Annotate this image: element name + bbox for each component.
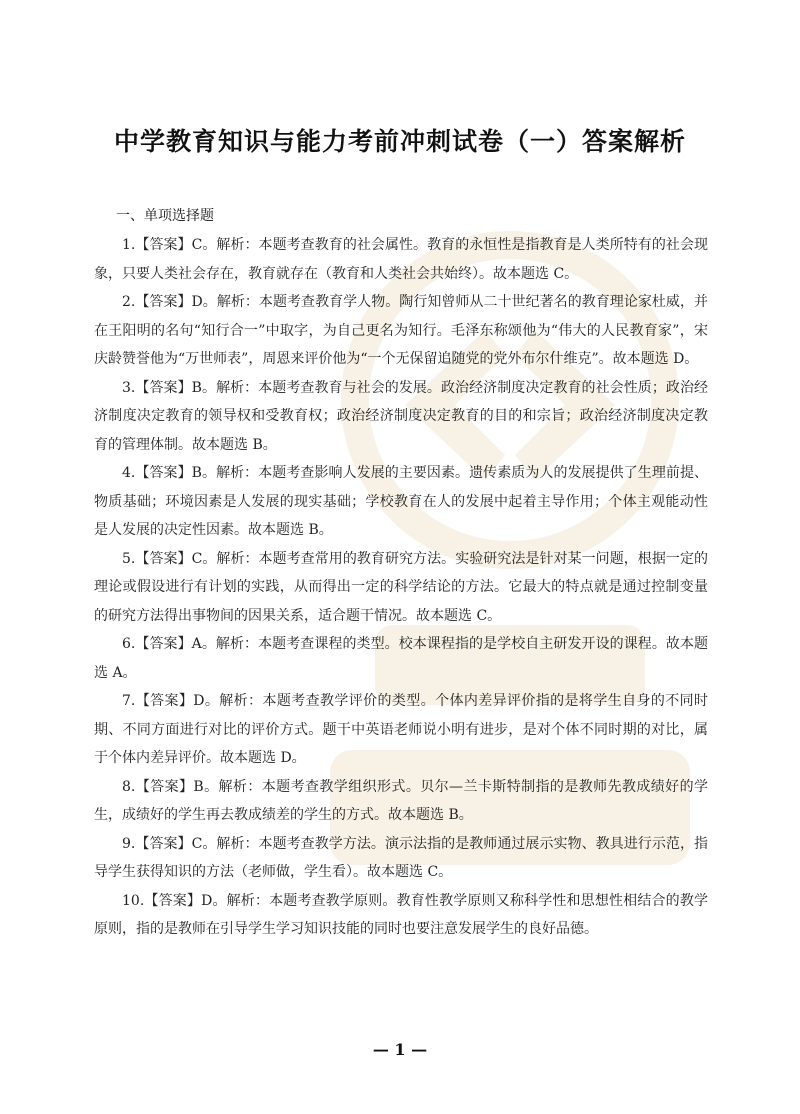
- page-number: — 1 —: [372, 1040, 428, 1059]
- question-number: 4.: [122, 465, 136, 481]
- section-heading: 一、单项选择题: [116, 208, 214, 224]
- question-number: 5.: [122, 550, 136, 567]
- answer-explanation: 。解析：本题考查教学原则。教育性教学原则又称科学性和思想性相结合的教学原则，指的是教师在引导学生学习知识技能的同时也要注意发展学生的良好品德。: [94, 892, 708, 937]
- answer-choice: D: [191, 294, 203, 310]
- answer-paragraph-6: [94, 630, 708, 687]
- answer-label: 【答案】: [135, 379, 192, 396]
- answer-label: 【答案】: [135, 778, 194, 795]
- answer-choice: D: [201, 892, 213, 909]
- answer-explanation: 。解析：本题考查教育与社会的发展。政治经济制度决定教育的社会性质；政治经济制度决定教育的领导权和受教育权；政治经济制度决定教育的目的和宗旨；政治经济制度决定教育的管理体制。故本题选 B。: [94, 379, 709, 453]
- question-number: 8.: [122, 778, 136, 795]
- question-number: 9.: [122, 835, 136, 852]
- answer-paragraph-7: [94, 687, 708, 773]
- answer-paragraph-9: [94, 830, 708, 887]
- answer-explanation: 。解析：本题考查教学评价的类型。个体内差异评价指的是将学生自身的不同时期、不同方面进行对比的评价方式。题干中英语老师说小明有进步，是对个体不同时期的对比，属于个体内差异评价。故本题选 D。: [94, 693, 709, 766]
- answer-choice: B: [191, 465, 202, 481]
- answer-paragraph-1: [94, 231, 708, 288]
- question-number: 6.: [122, 636, 136, 652]
- answer-paragraph-5: [94, 545, 708, 631]
- answer-paragraph-4: [94, 459, 708, 545]
- answer-choice: D: [193, 693, 205, 709]
- answer-explanation: 。解析：本题考查常用的教育研究方法。实验研究法是针对某一问题，根据一定的理论或假设进行有计划的实践，从而得出一定的科学结论的方法。它最大的特点就是通过控制变量的研究方法得出事物间的因果关系，适合题干情况。故本题选 C。: [94, 550, 708, 624]
- document-content: [94, 206, 708, 944]
- answer-paragraph-3: [94, 374, 708, 460]
- question-number: 1.: [122, 237, 136, 253]
- answer-paragraph-2: [94, 288, 708, 374]
- answer-explanation: 。解析：本题考查教育的社会属性。教育的永恒性是指教育是人类所特有的社会现象，只要人类社会存在，教育就存在（教育和人类社会共始终）。故本题选 C。: [94, 237, 708, 282]
- answer-paragraph-8: [94, 773, 708, 830]
- answer-label: 【答案】: [135, 693, 194, 709]
- answer-choice: B: [193, 778, 204, 795]
- answer-explanation: 。解析：本题考查教育学人物。陶行知曾师从二十世纪著名的教育理论家杜威，并在王阳明的名句“知行合一”中取字，为自己更名为知行。毛泽东称颂他为“伟大的人民教育家”，宋庆龄赞誉他为“万世师表”，周恩来评价他为“一个无保留追随党的党外布尔什维克”。故本题选 D。: [94, 294, 708, 367]
- answer-explanation: 。解析：本题考查影响人发展的主要因素。遗传素质为人的发展提供了生理前提、物质基础；环境因素是人发展的现实基础；学校教育在人的发展中起着主导作用；个体主观能动性是人发展的决定性因素。故本题选 B。: [94, 465, 709, 538]
- answer-label: 【答案】: [135, 237, 192, 253]
- answer-label: 【答案】: [135, 294, 192, 310]
- answer-choice: C: [191, 835, 203, 852]
- question-number: 2.: [122, 294, 136, 310]
- answer-choice: A: [191, 636, 202, 652]
- answer-label: 【答案】: [135, 636, 192, 652]
- document-title: 中学教育知识与能力考前冲刺试卷（一）答案解析: [113, 127, 686, 156]
- answer-choice: C: [191, 237, 203, 253]
- question-number: 3.: [122, 379, 136, 396]
- answer-choice: B: [191, 379, 202, 396]
- answer-explanation: 。解析：本题考查课程的类型。校本课程指的是学校自主研发开设的课程。故本题选 A。: [94, 636, 709, 681]
- answer-label: 【答案】: [135, 835, 192, 852]
- answer-choice: C: [191, 550, 203, 567]
- answer-label: 【答案】: [135, 465, 192, 481]
- question-number: 10.: [122, 892, 145, 909]
- answer-label: 【答案】: [144, 892, 202, 909]
- answer-paragraph-10: [94, 887, 708, 944]
- answer-explanation: 。解析：本题考查教学方法。演示法指的是教师通过展示实物、教具进行示范，指导学生获得知识的方法（老师做，学生看）。故本题选 C。: [94, 835, 708, 880]
- question-number: 7.: [122, 693, 136, 709]
- answer-label: 【答案】: [135, 550, 192, 567]
- answer-explanation: 。解析：本题考查教学组织形式。贝尔—兰卡斯特制指的是教师先教成绩好的学生，成绩好的学生再去教成绩差的学生的方式。故本题选 B。: [94, 778, 709, 823]
